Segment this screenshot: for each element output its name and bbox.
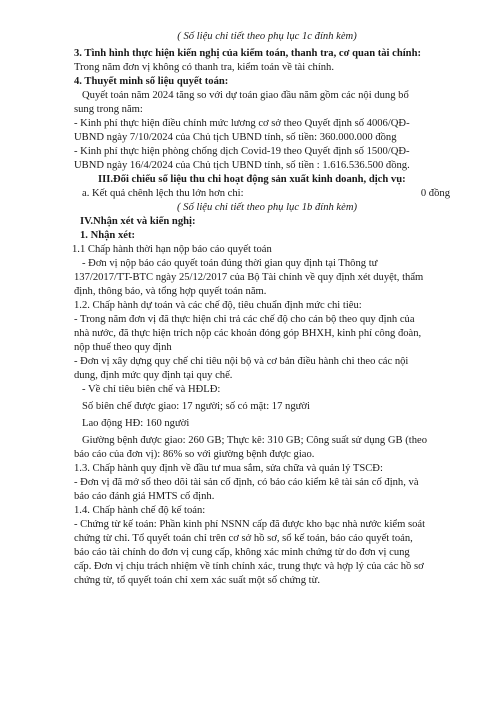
section-4-line: - Kinh phí thực hiện điều chỉnh mức lương cơ sở theo Quyết định số 4006/QĐ-	[74, 118, 410, 129]
section-3-text: Trong năm đơn vị không có thanh tra, kiểm toán về tài chính.	[74, 62, 335, 73]
hospital-beds-line: Giường bệnh được giao: 260 GB; Thực kê: 310 GB; Công suất sử dụng GB (theo	[82, 435, 427, 446]
section-3-heading: 3. Tình hình thực hiện kiến nghị của kiểm toán, thanh tra, cơ quan tài chính:	[74, 48, 421, 59]
para-1-4-heading: 1.4. Chấp hành chế độ kế toán:	[74, 505, 206, 516]
section-4-line: sung trong năm:	[74, 104, 143, 115]
para-1-2-line: nhà nước, đã thực hiện trích nộp các khoản đóng góp BHXH, kinh phí công đoàn,	[74, 328, 422, 339]
staffing-line: Số biên chế được giao: 17 người; số có mặt: 17 người	[82, 401, 310, 412]
result-difference-value: 0 đồng	[420, 188, 450, 199]
para-1-1-line: định, thông báo, và tổng hợp quyết toán năm.	[74, 286, 267, 297]
para-1-4-line: - Chứng từ kế toán: Phần kinh phí NSNN cấp đã được kho bạc nhà nước kiểm soát	[74, 519, 426, 530]
section-4-line: - Kinh phí thực hiện phòng chống dịch Covid-19 theo Quyết định số 1500/QĐ-	[74, 146, 410, 157]
section-iv-heading: IV.Nhận xét và kiến nghị:	[80, 216, 196, 227]
section-4-line: UBND ngày 7/10/2024 của Chủ tịch UBND tỉnh, số tiền: 360.000.000 đồng	[74, 132, 397, 143]
para-1-4-line: chứng từ, tổ quyết toán chỉ xem xác suất một số chứng từ.	[74, 575, 320, 586]
comments-heading: 1. Nhận xét:	[80, 230, 136, 241]
contract-labor-line: Lao động HĐ: 160 người	[82, 418, 190, 429]
note-appendix-1c: ( Số liệu chi tiết theo phụ lục 1c đính kèm)	[177, 31, 357, 42]
section-iii-heading: III.Đối chiếu số liệu thu chi hoạt động sản xuất kinh doanh, dịch vụ:	[98, 174, 406, 185]
para-1-4-line: báo cáo tài chính do đơn vị cung cấp, không xác minh chứng từ do đơn vị cung	[74, 547, 410, 558]
para-1-3-line: báo cáo đánh giá HMTS cố định.	[74, 491, 215, 502]
result-difference-label: a. Kết quả chênh lệch thu lớn hơn chi:	[82, 188, 244, 199]
para-1-3-heading: 1.3. Chấp hành quy định về đầu tư mua sắm, sửa chữa và quản lý TSCĐ:	[74, 463, 383, 474]
hospital-beds-line: báo cáo của đơn vị): 86% so với giường bệnh được giao.	[74, 449, 315, 460]
result-difference-row	[74, 187, 460, 201]
para-1-2-line: nộp thuế theo quy định	[74, 342, 172, 353]
para-1-1-line: - Đơn vị nộp báo cáo quyết toán đúng thời gian quy định tại Thông tư	[82, 258, 378, 269]
para-1-4-line: chứng từ chi. Tổ quyết toán chỉ trên cơ sở hồ sơ, sổ kế toán, báo cáo quyết toán,	[74, 533, 413, 544]
para-1-2-heading: 1.2. Chấp hành dự toán và các chế độ, tiêu chuẩn định mức chi tiêu:	[74, 300, 362, 311]
para-1-1-line: 137/2017/TT-BTC ngày 25/12/2017 của Bộ Tài chính về quy định xét duyệt, thẩm	[74, 272, 424, 283]
para-1-2-line: - Trong năm đơn vị đã thực hiện chi trả các chế độ cho cán bộ theo quy định của	[74, 314, 415, 325]
section-4-line: UBND ngày 16/4/2024 của Chủ tịch UBND tỉnh, số tiền : 1.616.536.500 đồng.	[74, 160, 410, 171]
section-4-heading: 4. Thuyết minh số liệu quyết toán:	[74, 76, 229, 87]
para-1-3-line: - Đơn vị đã mở sổ theo dõi tài sản cố định, có báo cáo kiểm kê tài sản cố định, và	[74, 477, 419, 488]
para-1-2-line: - Về chỉ tiêu biên chế và HĐLĐ:	[82, 384, 221, 395]
para-1-1-heading: 1.1 Chấp hành thời hạn nộp báo cáo quyết toán	[72, 244, 272, 255]
note-appendix-1b: ( Số liệu chi tiết theo phụ lục 1b đính kèm)	[176, 202, 358, 213]
section-4-line: Quyết toán năm 2024 tăng so với dự toán giao đầu năm gồm các nội dung bổ	[82, 90, 409, 101]
para-1-2-line: - Đơn vị xây dựng quy chế chi tiêu nội bộ và cơ bản điều hành chi theo các nội	[74, 356, 409, 367]
para-1-4-line: cấp. Đơn vị chịu trách nhiệm về tính chính xác, trung thực và hợp lý của các hồ sơ	[74, 561, 424, 572]
para-1-2-line: dung, định mức quy định tại quy chế.	[74, 370, 233, 381]
